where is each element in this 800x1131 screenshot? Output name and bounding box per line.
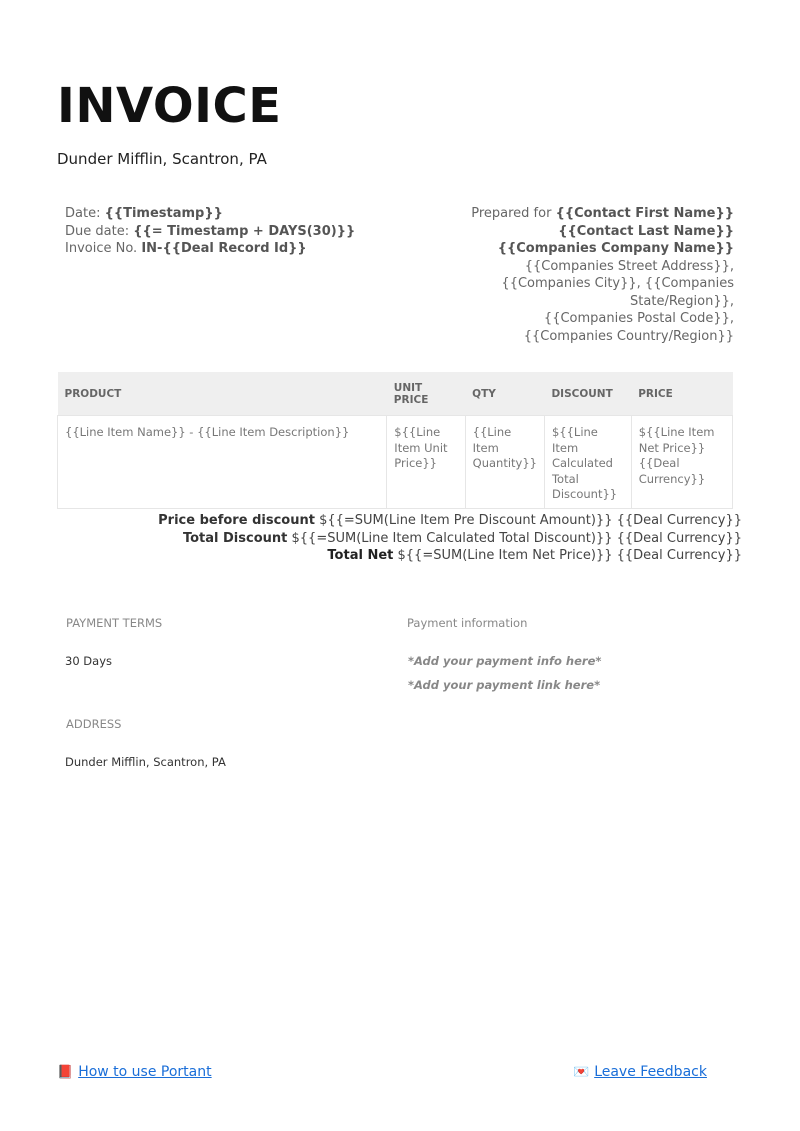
cell-unit-price: ${{Line Item Unit Price}}: [387, 416, 465, 509]
cell-price: ${{Line Item Net Price}} {{Deal Currency}}: [631, 416, 732, 509]
invoice-number-line: [65, 240, 355, 258]
date-label: Date:: [65, 206, 101, 221]
total-net-label: Total Net: [327, 548, 394, 563]
cell-discount: ${{Line Item Calculated Total Discount}}: [544, 416, 631, 509]
help-link-container: [57, 1061, 212, 1080]
cell-product: {{Line Item Name}} - {{Line Item Description}}: [58, 416, 387, 509]
table-header-row: [58, 372, 733, 416]
cell-qty: {{Line Item Quantity}}: [465, 416, 544, 509]
due-date-label: Due date:: [65, 223, 130, 239]
prepared-for-block: [404, 205, 734, 345]
contact-name: {{Contact First Name}} {{Contact Last Name}}: [555, 206, 734, 239]
due-date-line: [65, 223, 355, 241]
payment-terms-value: 30 Days: [65, 654, 112, 668]
book-icon: 📕: [57, 1065, 74, 1080]
date-line: [65, 205, 355, 223]
total-discount-line: [158, 530, 742, 548]
payment-terms-label: PAYMENT TERMS: [66, 616, 163, 630]
how-to-use-portant-link[interactable]: How to use Portant: [78, 1064, 212, 1080]
company-name: Dunder Mifflin, Scantron, PA: [57, 150, 267, 168]
payment-link-placeholder: *Add your payment link here*: [408, 678, 601, 692]
address-label: ADDRESS: [66, 717, 122, 731]
header-qty: QTY: [465, 372, 544, 416]
total-net-value: ${{=SUM(Line Item Net Price)}} {{Deal Currency}}: [397, 548, 742, 563]
header-unit-price: UNIT PRICE: [387, 372, 465, 416]
header-discount: DISCOUNT: [544, 372, 631, 416]
leave-feedback-link[interactable]: Leave Feedback: [594, 1064, 707, 1080]
price-before-discount-line: [158, 512, 742, 530]
prepared-for-contact: [404, 205, 734, 240]
client-city-state: {{Companies City}}, {{Companies State/Region}},: [501, 276, 734, 309]
client-street: {{Companies Street Address}},: [524, 258, 734, 274]
date-value: {{Timestamp}}: [104, 206, 223, 221]
address-value: Dunder Mifflin, Scantron, PA: [65, 755, 226, 769]
totals-block: [158, 512, 742, 565]
payment-information-label: Payment information: [407, 616, 528, 630]
invoice-number-value: IN-{{Deal Record Id}}: [141, 241, 307, 256]
client-country: {{Companies Country/Region}}: [523, 328, 734, 344]
invoice-meta: [65, 205, 355, 258]
line-items-table: [57, 372, 733, 509]
total-discount-label: Total Discount: [182, 530, 288, 546]
invoice-number-label: Invoice No.: [65, 241, 138, 256]
feedback-link-container: [573, 1061, 707, 1080]
header-product: PRODUCT: [58, 372, 387, 416]
header-price: PRICE: [631, 372, 732, 416]
client-company-name: {{Companies Company Name}}: [497, 241, 734, 256]
total-discount-value: ${{=SUM(Line Item Calculated Total Discount)}} {{Deal Currency}}: [291, 530, 742, 546]
price-before-discount-value: ${{=SUM(Line Item Pre Discount Amount)}} {{Deal Currency}}: [319, 513, 742, 528]
total-net-line: [158, 547, 742, 565]
love-letter-icon: 💌: [573, 1065, 590, 1080]
payment-info-placeholder: *Add your payment info here*: [408, 654, 602, 668]
table-row: [58, 416, 733, 509]
client-postal: {{Companies Postal Code}},: [543, 311, 734, 326]
prepared-for-label: Prepared for: [471, 206, 552, 221]
due-date-value: {{= Timestamp + DAYS(30)}}: [133, 223, 356, 239]
invoice-title: INVOICE: [57, 78, 282, 134]
price-before-discount-label: Price before discount: [158, 513, 315, 528]
